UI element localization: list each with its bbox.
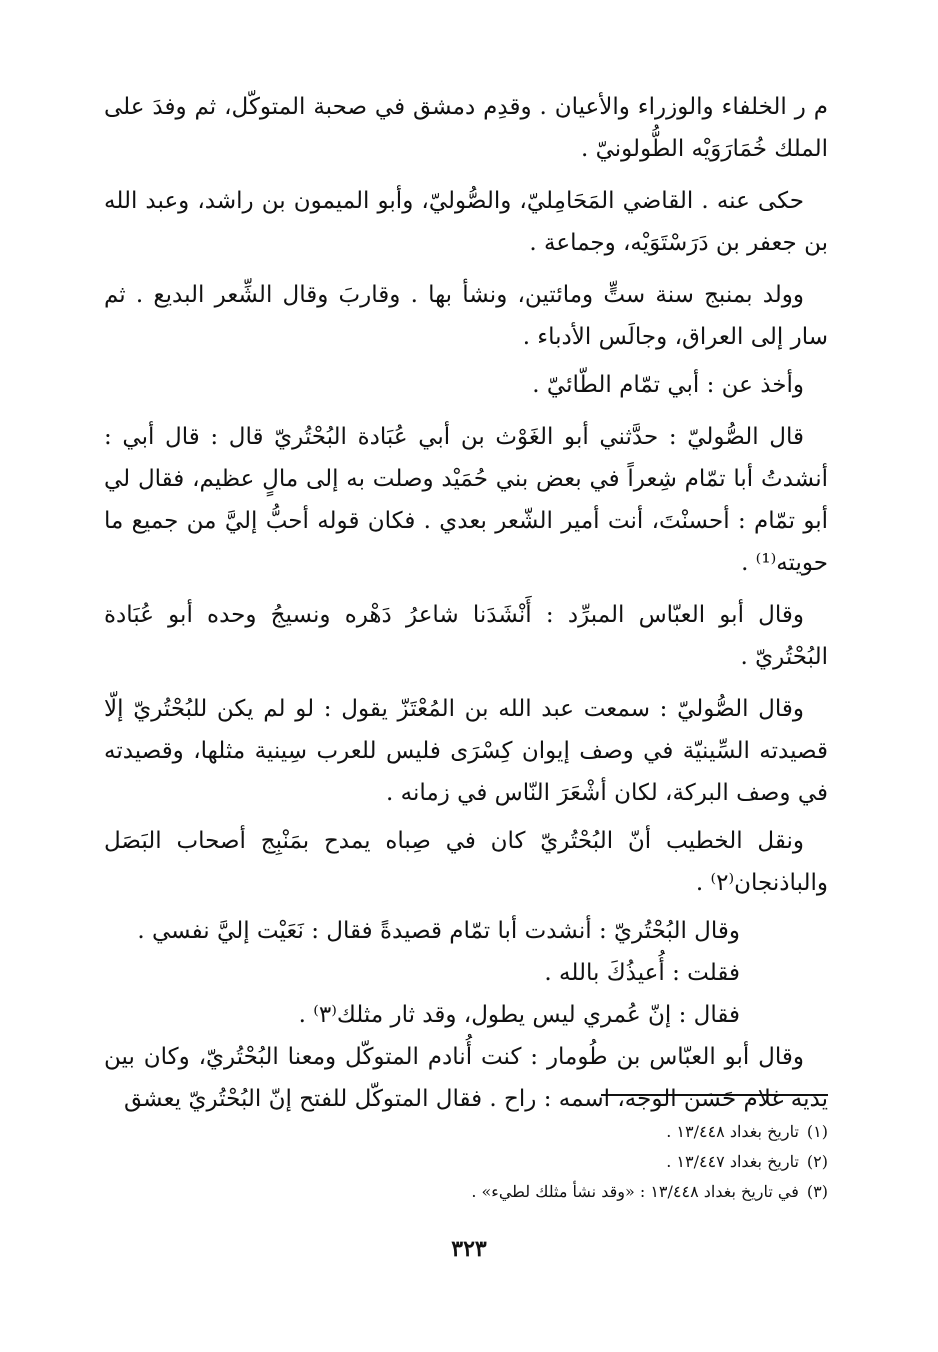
- paragraph: فقلت : أُعيذُكَ بالله .: [544, 960, 740, 986]
- paragraph: وقال أبو العبّاس المبرِّد : أَنْشَدَنا شاعرُ دَهْره ونسيجُ وحده أبو عُبَادة البُحْتُريّ .: [104, 602, 828, 670]
- footnote: [300, 1177, 828, 1207]
- paragraph: فقال : إنّ عُمري ليس يطول، وقد ثار مثلك⁽٣⁾ .: [298, 1002, 740, 1028]
- footnote: [300, 1117, 828, 1147]
- footnote-text: تاريخ بغداد ١٣/٤٤٧ .: [666, 1152, 799, 1171]
- paragraph: وقال البُحْتُريّ : أنشدت أبا تمّام قصيدةً فقال : نَعَيْت إليَّ نفسي .: [137, 918, 740, 944]
- paragraph: وقال الصُّوليّ : سمعت عبد الله بن المُعْتَزّ يقول : لو لم يكن للبُحْتُريّ إلّا قصيدته السِّينيّة في وصف إيوان كِسْرَى فليس للعرب سِينية مثلها، وقصيدته في وصف البركة، لكان أشْعَرَ النّاس في زمانه .: [104, 696, 828, 806]
- paragraph: وقال أبو العبّاس بن طُومار : كنت أُنادم المتوكّل ومعنا البُحْتُريّ، وكان بين يديه غلام حَسَن الوجه، اسمه : راح . فقال المتوكّل للفتح إنّ البُحْتُريّ يعشق: [104, 1044, 828, 1112]
- footnote-number: (٣): [806, 1182, 828, 1201]
- paragraph: ونقل الخطيب أنّ البُحْتُريّ كان في صِباه يمدح بمَنْبِج أصحاب البَصَل والباذنجان⁽٢⁾ .: [104, 828, 828, 896]
- paragraph: قال الصُّوليّ : حدَّثني أبو الغَوْث بن أبي عُبَادة البُحْتُريّ قال : قال أبي : أنشدتُ أبا تمّام شِعراً في بعض بني حُمَيْد وصلت به إلى مالٍ عظيم، فقال لي أبو تمّام : أحسنْتَ، أنت أمير الشّعر بعدي . فكان قوله أحبُّ إليَّ من جميع ما حويته⁽¹⁾ .: [104, 424, 828, 576]
- paragraph: حكى عنه . القاضي المَحَامِليّ، والصُّوليّ، وأبو الميمون بن راشد، وعبد الله بن جعفر بن دَرَسْتَوَيْه، وجماعة .: [104, 188, 828, 256]
- footnote-text: في تاريخ بغداد ١٣/٤٤٨ : «وقد نشأ مثلك لطيء» .: [471, 1182, 799, 1201]
- paragraph: وولد بمنبج سنة ستٍّ ومائتين، ونشأ بها . وقاربَ وقال الشِّعر البديع . ثم سار إلى العراق، وجالَس الأدباء .: [104, 282, 828, 350]
- paragraph: وأخذ عن : أبي تمّام الطّائيّ .: [532, 372, 804, 398]
- footnote-divider: [601, 1094, 828, 1096]
- main-text: [104, 86, 828, 1126]
- footnotes: [300, 1117, 828, 1207]
- paragraph: م ر الخلفاء والوزراء والأعيان . وقدِم دمشق في صحبة المتوكّل، ثم وفدَ على الملك خُمَارَوَيْه الطُّولونيّ .: [104, 94, 828, 162]
- footnote-number: (١): [806, 1122, 828, 1141]
- footnote-text: تاريخ بغداد ١٣/٤٤٨ .: [666, 1122, 799, 1141]
- footnote: [300, 1147, 828, 1177]
- page-number: ٣٢٣: [451, 1236, 487, 1262]
- footnote-number: (٢): [806, 1152, 828, 1171]
